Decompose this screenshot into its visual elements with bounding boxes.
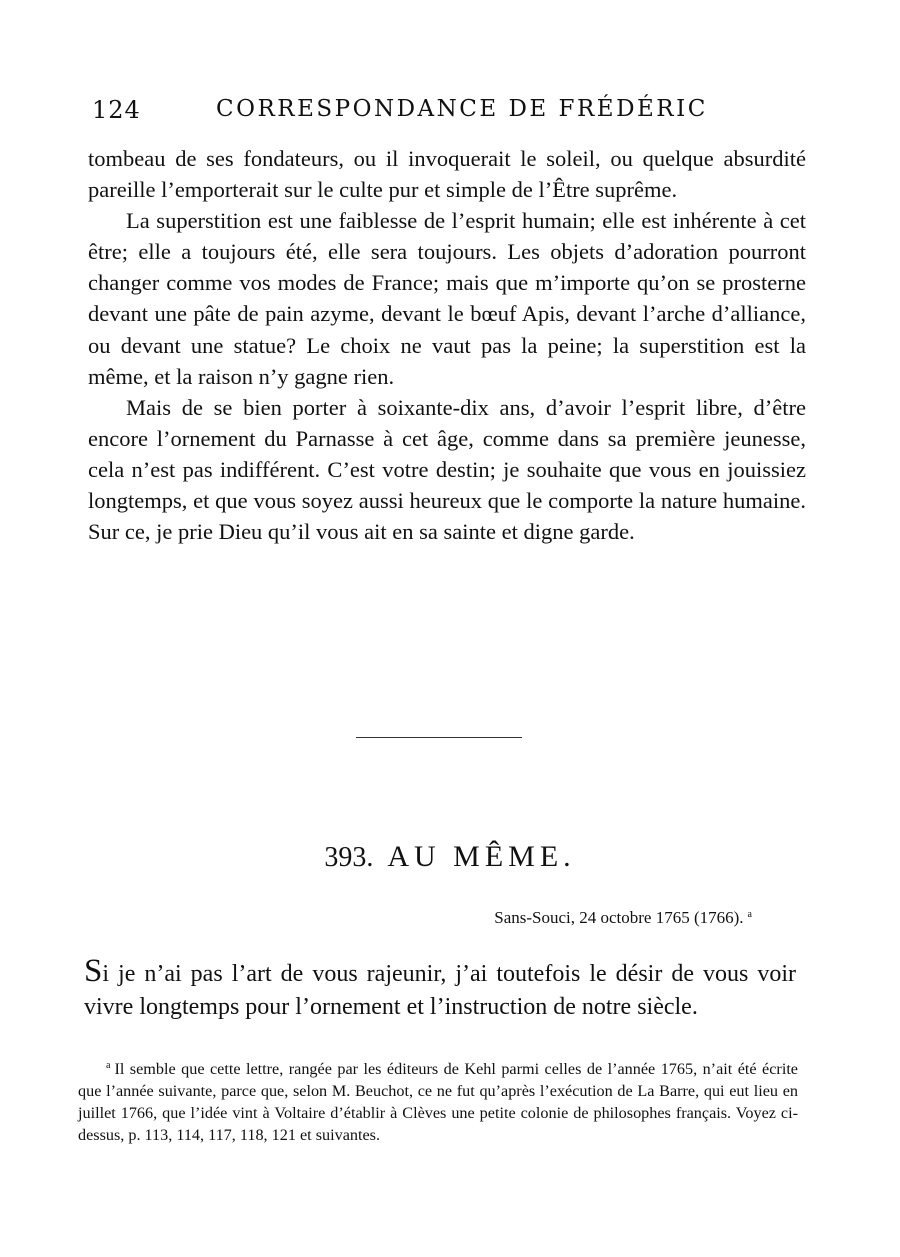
paragraph: La superstition est une faiblesse de l’esprit humain; elle est inhérente à cet être; elle a toujours été, elle sera toujours. Les objets d’adoration pourront changer comme vos modes de France; mais que m’importe qu’on se prosterne devant une pâte de pain azyme, devant le bœuf Apis, devant l’arche d’alliance, ou devant une statue? Le choix ne vaut pas la peine; la superstition est la même, et la raison n’y gagne rien. bbox=[88, 208, 806, 389]
letter-body: i je n’ai pas l’art de vous rajeunir, j’ai toutefois le désir de vous voir vivre longtemps pour l’ornement et l’instruction de notre siècle. bbox=[84, 961, 796, 1020]
footnote-text: Il semble que cette lettre, rangée par les éditeurs de Kehl parmi celles de l’année 1765, n’ait été écrite que l’année suivante, parce que, selon M. Beuchot, ce ne fut qu’après l’exécution de La Barre, qui eut lieu en juillet 1766, que l’idée vint à Voltaire d’établir à Clèves une petite colonie de philosophes français. Voyez ci-dessus, p. 113, 114, 117, 118, 121 et suivantes. bbox=[78, 1060, 798, 1144]
page-header bbox=[92, 96, 812, 128]
dateline-text: Sans-Souci, 24 octobre 1765 (1766). bbox=[494, 908, 744, 927]
paragraph: tombeau de ses fondateurs, ou il invoquerait le soleil, ou quelque absurdité pareille l’emporterait sur le culte pur et simple de l’Être suprême. bbox=[88, 146, 806, 203]
footnote-reference: a bbox=[747, 909, 752, 920]
section-divider bbox=[356, 737, 522, 738]
letter-heading bbox=[0, 840, 900, 874]
footnote-mark: a bbox=[106, 1060, 111, 1071]
paragraph: Mais de se bien porter à soixante-dix ans, d’avoir l’esprit libre, d’être encore l’ornement du Parnasse à cet âge, comme dans sa première jeunesse, cela n’est pas indifférent. C’est votre destin; je souhaite que vous en jouissiez longtemps, et que vous soyez aussi heureux que le comporte la nature humaine. Sur ce, je prie Dieu qu’il vous ait en sa sainte et digne garde. bbox=[88, 394, 806, 545]
footnote bbox=[78, 1055, 798, 1146]
running-title: CORRESPONDANCE DE FRÉDÉRIC bbox=[216, 96, 708, 122]
dateline bbox=[494, 908, 752, 928]
letter-title: AU MÊME. bbox=[387, 840, 576, 873]
body-text bbox=[88, 143, 806, 547]
page-number: 124 bbox=[92, 96, 141, 124]
drop-cap: S bbox=[84, 953, 103, 989]
letter-number: 393. bbox=[324, 842, 374, 873]
letter-text bbox=[84, 955, 796, 1024]
